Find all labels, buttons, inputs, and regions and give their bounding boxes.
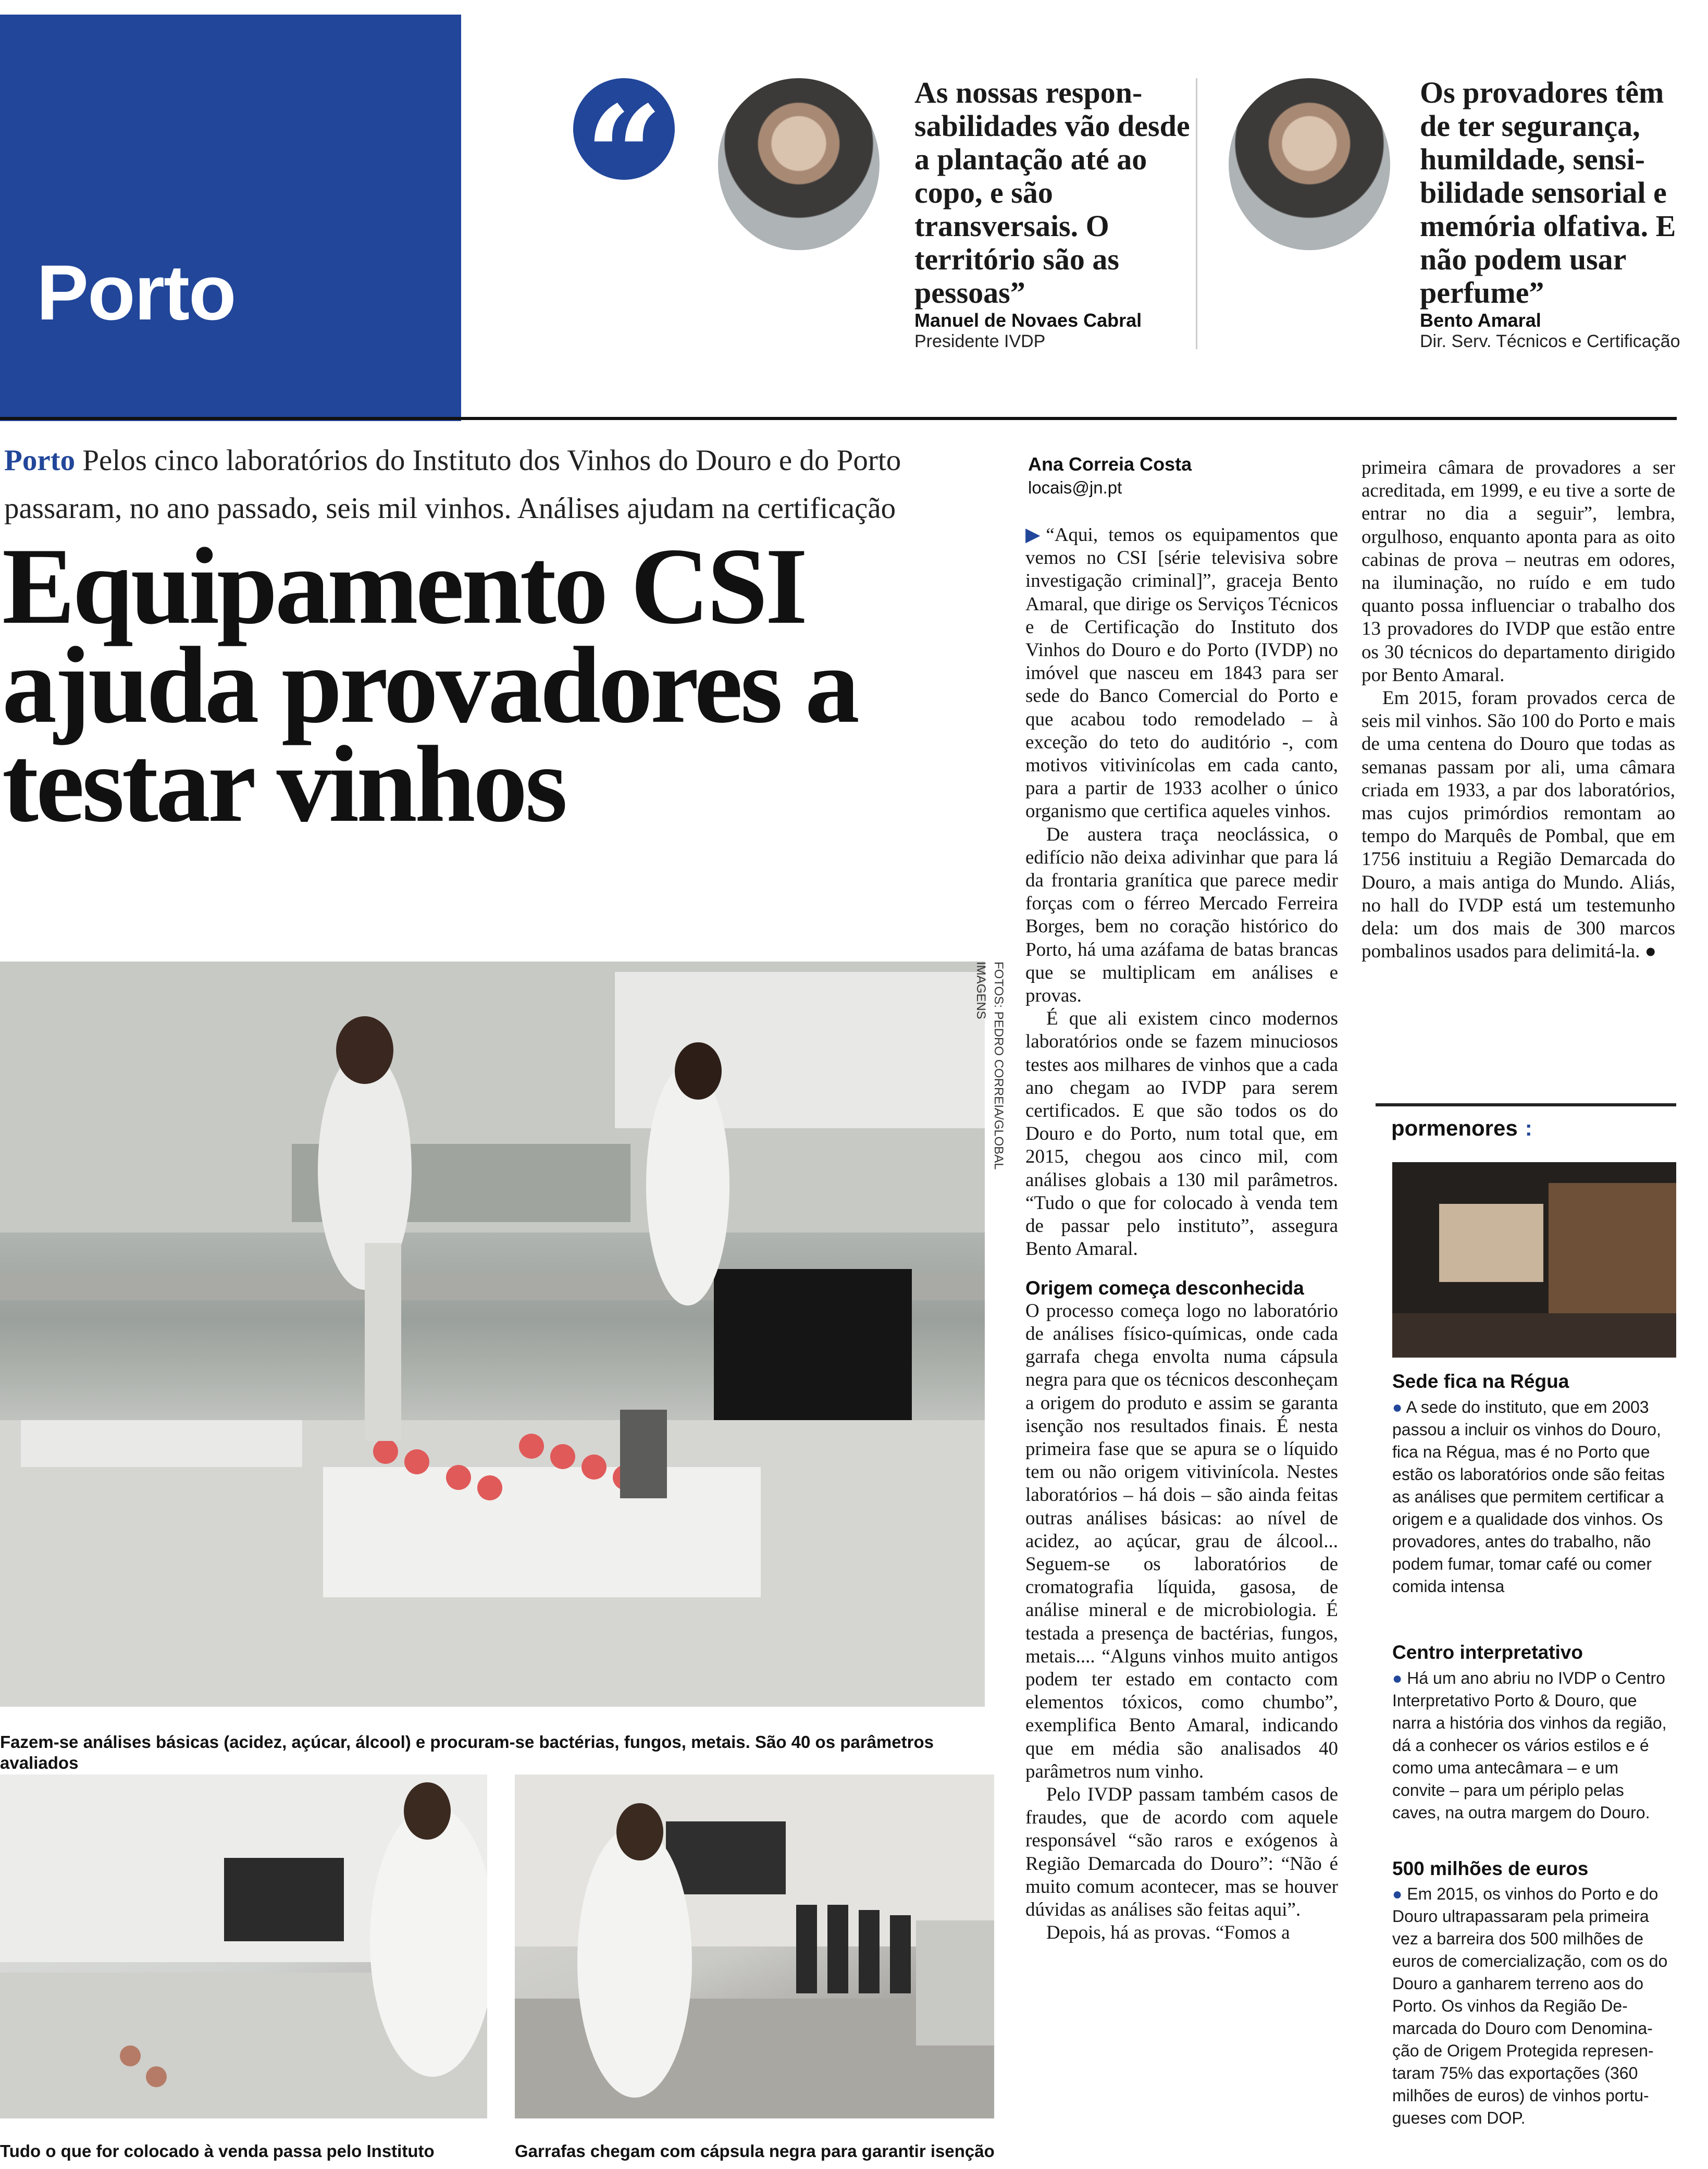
quote-mark-icon: “ <box>573 78 675 180</box>
quote-2 <box>1420 76 1701 352</box>
pormenores-title: pormenores : <box>1391 1116 1532 1140</box>
portrait-bento-amaral <box>1229 78 1390 250</box>
kicker-text: Pelos cinco laboratórios do Instituto dos Vinhos do Douro e do Porto passaram, no ano passado, seis mil vinhos. Análises ajudam na certificação <box>4 444 901 525</box>
paragraph: Em 2015, foram provados cerca de seis mil vinhos. São 100 do Porto e mais de uma centena do Douro que todas as semanas passam por ali, uma câmara criada em 1933, a par dos laboratórios, mas cujos primórdios remontam ao tempo do Marquês de Pombal, que em 1756 instituiu a Região Demarcada do Douro, a mais antiga do Mundo. Aliás, no hall do IVDP está um testemunho dela: um dos mais de 300 marcos pombalinos usados para delimitá-la. <box>1362 687 1675 963</box>
paragraph: Pelo IVDP passam também casos de fraudes, que de acordo com aquele responsável “são raros e exógenos à Região Demarcada do Douro”: “Não é muito comum acontecer, mas se houver dúvidas as análises são feitas aqui”. <box>1025 1783 1338 1920</box>
pormenor-2-text: ● Há um ano abriu no IVDP o Centro Interpretativo Porto & Douro, que narra a história dos vinhos da região, dá a conhecer os vários estilos e é como uma antecâmara – e um convite – para um périplo pelas caves, na outra margem do Douro. <box>1392 1669 1667 1822</box>
section-name: Porto <box>36 249 236 336</box>
paragraph: De austera traça neoclássica, o edifício não deixa adivinhar que para lá da frontaria granítica que parece medir forças com o férreo Mercado Ferreira Borges, bem no coração histórico do Porto, há uma azáfama de batas brancas que se multiplicam em análises e provas. <box>1025 823 1338 1007</box>
pormenor-2-head: Centro interpretativo <box>1392 1642 1583 1663</box>
photo-credit: FOTOS: PEDRO CORREIA/GLOBAL IMAGENS <box>974 962 1006 1169</box>
section-banner <box>0 15 461 421</box>
caption-main: Fazem-se análises básicas (acidez, açúcar, álcool) e procuram-se bactérias, fungos, metais. São 40 os parâmetros avaliados <box>0 1732 934 1772</box>
divider <box>1196 78 1197 349</box>
quote-1-role: Presidente IVDP <box>914 331 1046 351</box>
quote-2-role: Dir. Serv. Técnicos e Certificação <box>1420 331 1680 351</box>
paragraph: primeira câmara de provadores a ser acreditada, em 1999, e eu tive a sorte de entrar no dia a seguir”, lembra, orgulhoso, enquanto aponta para as oito cabinas de prova – neutras em odores, na iluminação, no ruído e em tudo quanto possa influenciar o trabalho dos 13 provadores do IVDP que estão entre os 30 técnicos do departamento dirigido por Bento Amaral. <box>1362 457 1675 686</box>
paragraph: É que ali existem cinco modernos laboratórios onde se fazem minuciosos testes aos milhares de vinhos que a cada ano chegam ao IVDP para serem certificados. E que são todos os do Douro e do Porto, num total que, em 2015, chegou aos cinco mil, com análises globais a 130 mil parâmetros. “Tudo o que for colocado à venda tem de passar pelo instituto”, assegura Bento Amaral. <box>1025 1008 1338 1260</box>
bullet-icon: ● <box>1392 1669 1403 1687</box>
interpretive-centre-photo <box>1392 1162 1676 1358</box>
bullet-icon: ● <box>1392 1398 1403 1416</box>
portrait-manuel-cabral <box>718 78 880 250</box>
kicker-place: Porto <box>4 444 76 477</box>
box-rule <box>1376 1103 1676 1106</box>
colon-icon: : <box>1525 1116 1532 1140</box>
paragraph: O processo começa logo no laboratório de análises físico-químicas, onde cada garrafa chega envolta numa cápsula negra para que os técnicos desconheçam a origem do produto e assim se garanta isenção nos resultados finais. É nesta primeira fase que se apura se o líquido tem ou não origem vitivinícola. Nestes laboratórios – há dois – são ainda feitas outras análises básicas: ao nível de acidez, ao açúcar, grau de álcool... Seguem-se os laboratórios de cromatografia líquida, gasosa, de análise mineral e de microbiologia. É testada a presença de bactérias, fungos, metais.... “Alguns vinhos muito antigos podem ter estado em contacto com elementos tóxicos, como chumbo”, exemplifica Bento Amaral, indicando que em média são analisados 40 parâmetros num vinho. <box>1025 1300 1338 1782</box>
pormenor-3-text: ● Em 2015, os vinhos do Porto e do Douro ultrapassaram pela primeira vez a barreira dos 500 milhões de euros de comercialização, com os do Douro a ganharem terreno aos do Porto. Os vinhos da Região Demarcada do Douro com Denominação de Origem Protegida representaram 75% das exportações (360 milhões de euros) de vinhos portugueses com DOP. <box>1392 1884 1668 2127</box>
subhead: Origem começa desconhecida <box>1025 1277 1304 1299</box>
header-rule <box>0 417 1677 420</box>
byline-email[interactable]: locais@jn.pt <box>1028 478 1122 497</box>
pormenor-1-head: Sede fica na Régua <box>1392 1371 1569 1392</box>
headline: Equipamento CSI ajuda provadores a testar vinhos <box>2 526 857 845</box>
paragraph: Depois, há as provas. “Fomos a <box>1046 1922 1290 1944</box>
lead-marker-icon: ▶ <box>1025 524 1046 546</box>
bullet-icon: ● <box>1392 1884 1403 1903</box>
quote-1-name: Manuel de Novaes Cabral <box>914 310 1142 331</box>
article-column-1 <box>1025 524 1338 1944</box>
pormenor-1-text: ● A sede do instituto, que em 2003 passou a incluir os vinhos do Douro, fica na Régua, mas é no Porto que estão os laboratórios onde são feitas as análises que permitem certificar a origem e a qualidade dos vinhos. Os provadores, antes do trabalho, não podem fumar, tomar café ou comer comida intensa <box>1392 1398 1665 1596</box>
tasting-booth-photo <box>0 1774 487 2118</box>
caption-second: Tudo o que for colocado à venda passa pelo Instituto <box>0 2141 435 2161</box>
kicker <box>4 437 989 533</box>
quote-2-text: Os provadores têm de ter segurança, humildade, sensibilidade sensorial e memória olfativa. E não podem usar perfume” <box>1420 76 1676 310</box>
quote-1-text: As nossas responsabilidades vão desde a plantação até ao copo, e são transversais. O território são as pessoas” <box>914 76 1190 310</box>
end-mark-icon: ● <box>1644 941 1656 963</box>
caption-third: Garrafas chegam com cápsula negra para garantir isenção <box>515 2141 995 2161</box>
pormenor-3-head: 500 milhões de euros <box>1392 1858 1589 1879</box>
lab-photo <box>0 962 985 1707</box>
quote-1 <box>914 76 1196 352</box>
byline-author: Ana Correia Costa <box>1028 453 1192 475</box>
bottles-photo <box>515 1774 994 2118</box>
article-column-2 <box>1362 457 1675 963</box>
paragraph: “Aqui, temos os equipamentos que vemos no CSI [série televisiva sobre investigação criminal]”, graceja Bento Amaral, que dirige os Serviços Técnicos e de Certificação do Instituto dos Vinhos do Douro e do Porto (IVDP) no imóvel que nasceu em 1843 para ser sede do Banco Comercial do Porto e que acabou todo remodelado – à exceção do teto do auditório -, com motivos vitivinícolas em cada canto, para a partir de 1933 acolher o único organismo que certifica aqueles vinhos. <box>1025 524 1338 822</box>
quote-2-name: Bento Amaral <box>1420 310 1541 331</box>
